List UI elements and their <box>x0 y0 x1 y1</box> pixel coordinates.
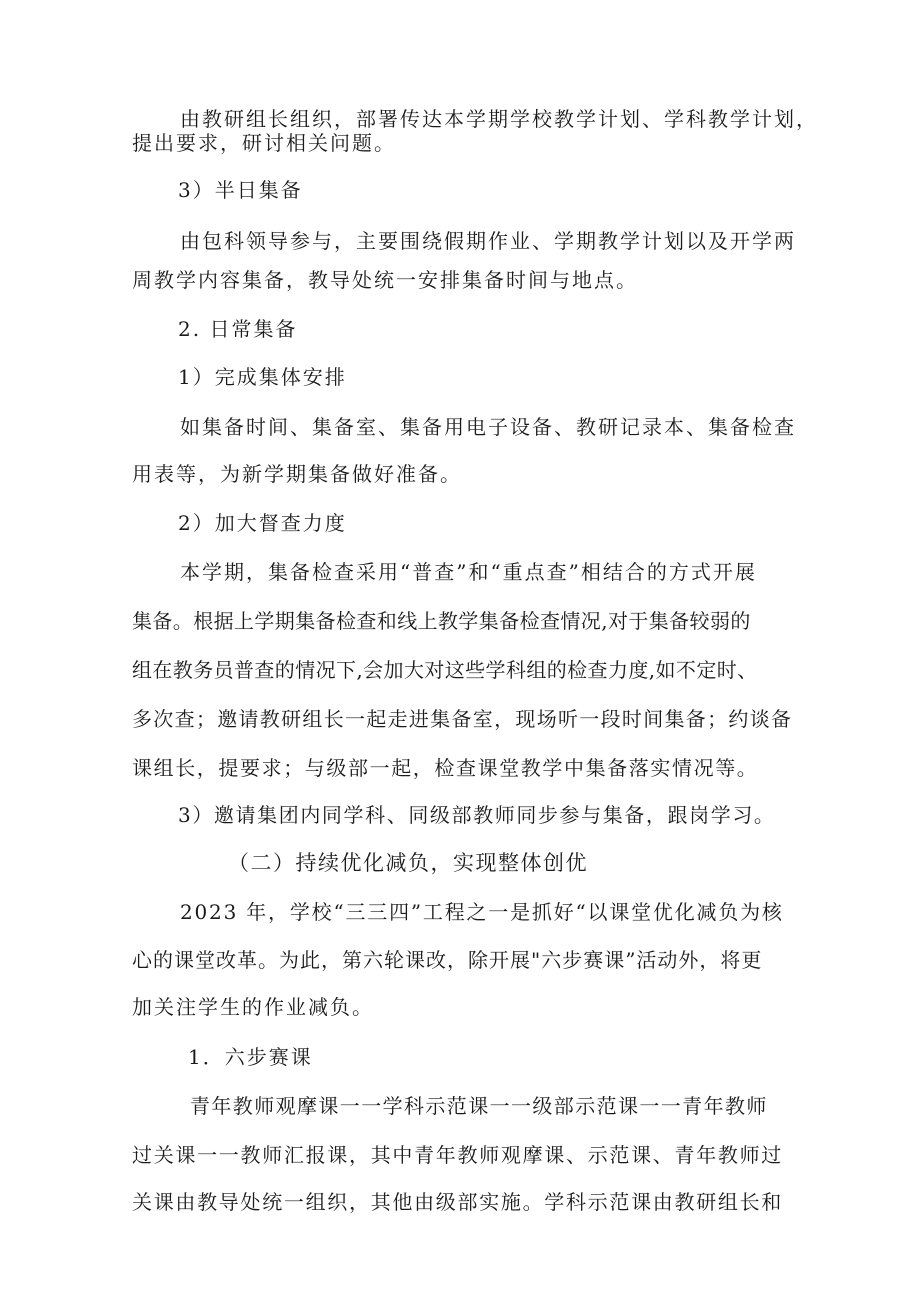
section-heading: （二）持续优化减负，实现整体创优 <box>228 851 588 875</box>
list-item-heading: 2）加大督查力度 <box>178 511 347 535</box>
paragraph-line: 课组长，提要求；与级部一起，检查课堂教学中集备落实情况等。 <box>132 756 759 780</box>
paragraph-line: 用表等，为新学期集备做好准备。 <box>132 462 462 486</box>
list-item-heading: 3）邀请集团内同学科、同级部教师同步参与集备，跟岗学习。 <box>178 803 776 827</box>
section-heading: 2. 日常集备 <box>178 317 298 341</box>
paragraph-line: 心的课堂改革。为此，第六轮课改，除开展"六步赛课”活动外，将更 <box>132 948 763 972</box>
paragraph-line: 由教研组长组织，部署传达本学期学校教学计划、学科教学计划， <box>180 107 818 131</box>
paragraph-line: 组在教务员普查的情况下,会加大对这些学科组的检查力度,如不定时、 <box>132 658 758 682</box>
paragraph-line: 关课由教导处统一组织，其他由级部实施。学科示范课由教研组长和 <box>132 1190 783 1214</box>
section-heading: 1．六步赛课 <box>188 1045 313 1069</box>
paragraph-line: 加关注学生的作业减负。 <box>132 995 374 1019</box>
paragraph-line: 提出要求，研讨相关问题。 <box>132 131 396 155</box>
paragraph-line: 多次查；邀请教研组长一起走进集备室，现场听一段时间集备；约谈备 <box>132 707 793 731</box>
paragraph-line: 青年教师观摩课一一学科示范课一一级部示范课一一青年教师 <box>190 1094 768 1118</box>
paragraph-line: 周教学内容集备，教导处统一安排集备时间与地点。 <box>132 268 638 292</box>
paragraph-line: 如集备时间、集备室、集备用电子设备、教研记录本、集备检查 <box>180 415 796 439</box>
paragraph-line: 2023 年，学校“三三四”工程之一是抓好“以课堂优化减负为核 <box>180 900 784 924</box>
list-item-heading: 1）完成集体安排 <box>178 365 347 389</box>
paragraph-line: 本学期，集备检查采用“普查”和“重点查”相结合的方式开展 <box>180 560 757 584</box>
paragraph-line: 集备。根据上学期集备检查和线上教学集备检查情况,对于集备较弱的 <box>132 609 751 633</box>
list-item-heading: 3）半日集备 <box>178 178 303 202</box>
paragraph-line: 由包科领导参与，主要围绕假期作业、学期教学计划以及开学两 <box>180 229 796 253</box>
paragraph-line: 过关课一一教师汇报课，其中青年教师观摩课、示范课、青年教师过 <box>132 1143 783 1167</box>
